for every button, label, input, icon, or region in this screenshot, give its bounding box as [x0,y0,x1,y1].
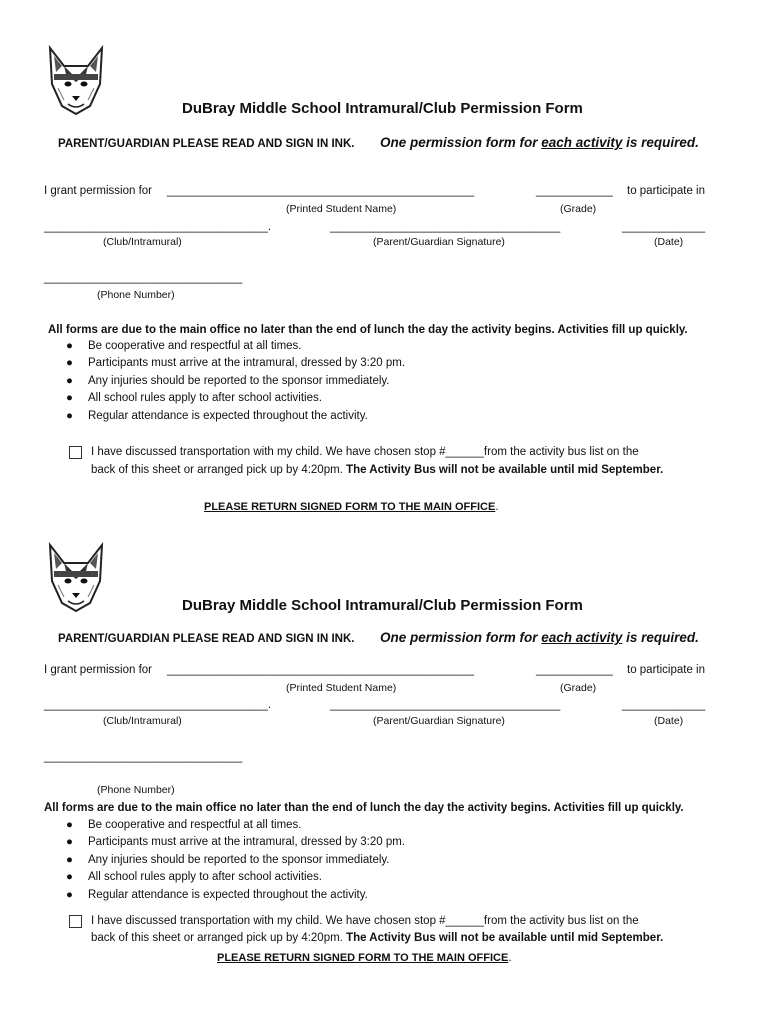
club-field[interactable]: ___________________________________. [44,699,272,711]
phone-label: (Phone Number) [97,289,175,301]
instruction: PARENT/GUARDIAN PLEASE READ AND SIGN IN INK. [58,633,355,645]
club-label: (Club/Intramural) [103,715,182,727]
return-notice: PLEASE RETURN SIGNED FORM TO THE MAIN OFFICE. [217,952,512,964]
list-item: ● Participants must arrive at the intramural, dressed by 3:20 pm. [66,357,406,369]
student-name-field[interactable]: ________________________________________________ [167,664,474,676]
grade-field[interactable]: ____________ [536,664,613,676]
participate-label: to participate in [627,664,705,676]
grade-label: (Grade) [560,682,597,694]
transport-checkbox[interactable] [69,446,82,459]
club-field[interactable]: ___________________________________. [44,221,272,233]
date-label: (Date) [654,715,684,727]
signature-label: (Parent/Guardian Signature) [373,715,505,727]
list-item: ● Be cooperative and respectful at all times. [66,819,302,831]
transport-text-2: back of this sheet or arranged pick up by 4:20pm. The Activity Bus will not be available until mid September. [91,464,664,476]
student-name-field[interactable]: ________________________________________________ [167,185,474,197]
phone-field[interactable]: _______________________________ [44,272,243,284]
list-item: ● Any injuries should be reported to the sponsor immediately. [66,375,390,387]
husky-mascot-icon [44,44,108,116]
required-note: One permission form for each activity is required. [380,135,699,150]
form-title: DuBray Middle School Intramural/Club Permission Form [182,597,583,614]
due-notice: All forms are due to the main office no later than the end of lunch the day the activity begins. Activities fill up quickly. [48,324,688,336]
signature-label: (Parent/Guardian Signature) [373,236,505,248]
form-title: DuBray Middle School Intramural/Club Permission Form [182,100,583,117]
phone-field[interactable]: _______________________________ [44,751,243,763]
list-item: ● Regular attendance is expected throughout the activity. [66,410,368,422]
grant-label: I grant permission for [44,185,153,197]
grade-field[interactable]: ____________ [536,185,613,197]
date-field[interactable]: _____________ [622,221,706,233]
due-notice: All forms are due to the main office no later than the end of lunch the day the activity begins. Activities fill up quickly. [44,802,684,814]
husky-mascot-icon [44,541,108,613]
transport-text-2: back of this sheet or arranged pick up by 4:20pm. The Activity Bus will not be available until mid September. [91,932,664,944]
list-item: ● All school rules apply to after school activities. [66,392,322,404]
list-item: ● Regular attendance is expected throughout the activity. [66,889,368,901]
return-notice: PLEASE RETURN SIGNED FORM TO THE MAIN OFFICE. [204,501,499,513]
list-item: ● All school rules apply to after school activities. [66,871,322,883]
grant-label: I grant permission for [44,664,153,676]
student-name-label: (Printed Student Name) [286,203,397,215]
transport-checkbox[interactable] [69,915,82,928]
date-field[interactable]: _____________ [622,699,706,711]
signature-field[interactable]: ____________________________________ [330,699,561,711]
instruction: PARENT/GUARDIAN PLEASE READ AND SIGN IN INK. [58,138,355,150]
transport-text: I have discussed transportation with my child. We have chosen stop #______from the activity bus list on the [91,915,639,927]
list-item: ● Any injuries should be reported to the sponsor immediately. [66,854,390,866]
date-label: (Date) [654,236,684,248]
club-label: (Club/Intramural) [103,236,182,248]
list-item: ● Participants must arrive at the intramural, dressed by 3:20 pm. [66,836,406,848]
transport-text: I have discussed transportation with my child. We have chosen stop #______from the activity bus list on the [91,446,639,458]
required-note: One permission form for each activity is required. [380,630,699,645]
phone-label: (Phone Number) [97,784,175,796]
list-item: ● Be cooperative and respectful at all times. [66,340,302,352]
student-name-label: (Printed Student Name) [286,682,397,694]
participate-label: to participate in [627,185,705,197]
signature-field[interactable]: ____________________________________ [330,221,561,233]
grade-label: (Grade) [560,203,597,215]
